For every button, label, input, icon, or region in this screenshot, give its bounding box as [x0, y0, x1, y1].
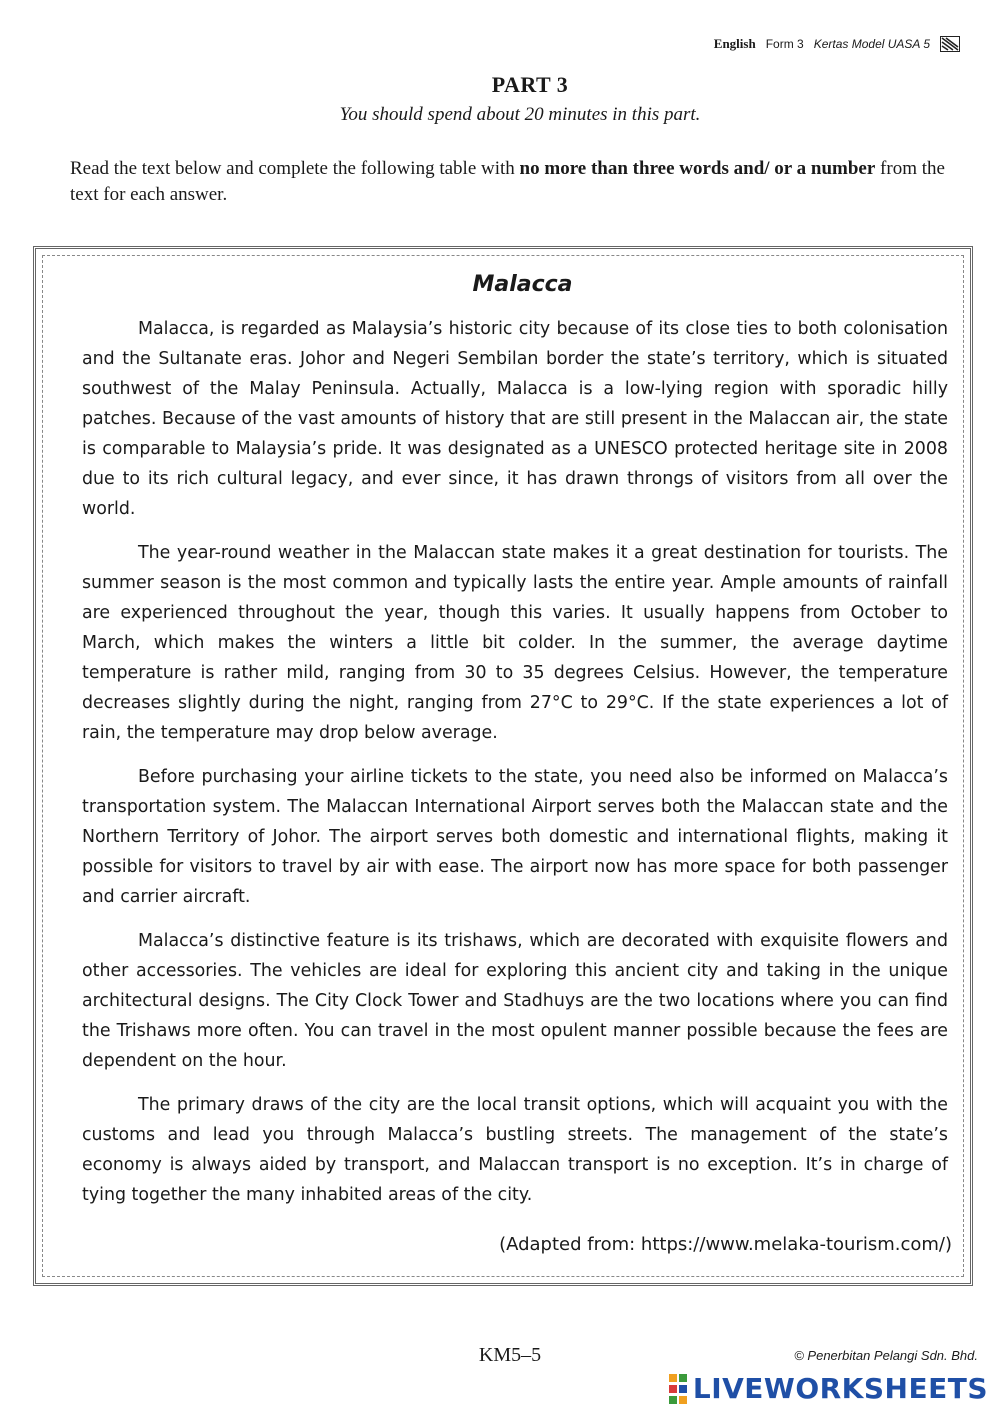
form-label: Form 3 [765, 37, 804, 51]
diagonal-stripes-logo-icon [940, 36, 960, 52]
instructions-lead: Read the text below and complete the following table with [70, 158, 520, 179]
liveworksheets-logo-icon [669, 1374, 687, 1404]
copyright-notice: © Penerbitan Pelangi Sdn. Bhd. [794, 1348, 978, 1363]
source-citation: (Adapted from: https://www.melaka-tourism.com/) [499, 1234, 952, 1255]
liveworksheets-brand [669, 1372, 988, 1405]
time-instruction: You should spend about 20 minutes in this part. [339, 104, 701, 125]
instructions-emphasis: no more than three words and/ or a number [519, 158, 876, 179]
task-instructions [70, 156, 960, 208]
passage-paragraph-5: The primary draws of the city are the local transit options, which will acquaint you with the customs and lead you through Malacca’s bustling streets. The management of the state’s economy is always aided by transport, and Malaccan transport is no exception. It’s in charge of tying together the many inhabited areas of the city. [82, 1095, 948, 1205]
passage-body [82, 314, 948, 1224]
page-header [714, 36, 960, 52]
passage-paragraph-4: Malacca’s distinctive feature is its trishaws, which are decorated with exquisite flowers and other accessories. The vehicles are ideal for exploring this ancient city and taking in the unique architectural designs. The City Clock Tower and Stadhuys are the two locations where you can find the Trishaws more often. You can travel in the most opulent manner possible because the fees are dependent on the hour. [82, 931, 948, 1071]
passage-paragraph-3: Before purchasing your airline tickets to the state, you need also be informed on Malacca’s transportation system. The Malaccan International Airport serves both the Malaccan state and the Northern Territory of Johor. The airport serves both domestic and international flights, making it possible for visitors to travel by air with ease. The airport now has more space for both passenger and carrier aircraft. [82, 767, 948, 907]
page-title: PART 3 [491, 72, 569, 97]
brand-name: LIVEWORKSHEETS [692, 1372, 988, 1405]
subject-label: English [713, 36, 756, 51]
paper-label: Kertas Model UASA 5 [813, 37, 930, 51]
passage-paragraph-2: The year-round weather in the Malaccan state makes it a great destination for tourists. The summer season is the most common and typically lasts the entire year. Ample amounts of rainfall are experienced throughout the year, though this varies. It usually happens from October to March, which makes the winters a little bit colder. In the summer, the average daytime temperature is rather mild, ranging from 30 to 35 degrees Celsius. However, the temperature decreases slightly during the night, ranging from 27°C to 29°C. If the state experiences a lot of rain, the temperature may drop below average. [82, 543, 948, 743]
passage-title: Malacca [472, 272, 573, 297]
page-number: KM5–5 [478, 1344, 542, 1366]
instructions-tail: from the text for each answer. [70, 158, 945, 205]
passage-paragraph-1: Malacca, is regarded as Malaysia’s historic city because of its close ties to both colonisation and the Sultanate eras. Johor and Negeri Sembilan border the state’s territory, which is situated southwest of the Malay Peninsula. Actually, Malacca is a low-lying region with sporadic hilly patches. Because of the vast amounts of history that are still present in the Malaccan air, the state is comparable to Malaysia’s pride. It was designated as a UNESCO protected heritage site in 2008 due to its rich cultural legacy, and ever since, it has drawn throngs of visitors from all over the world. [82, 319, 948, 519]
